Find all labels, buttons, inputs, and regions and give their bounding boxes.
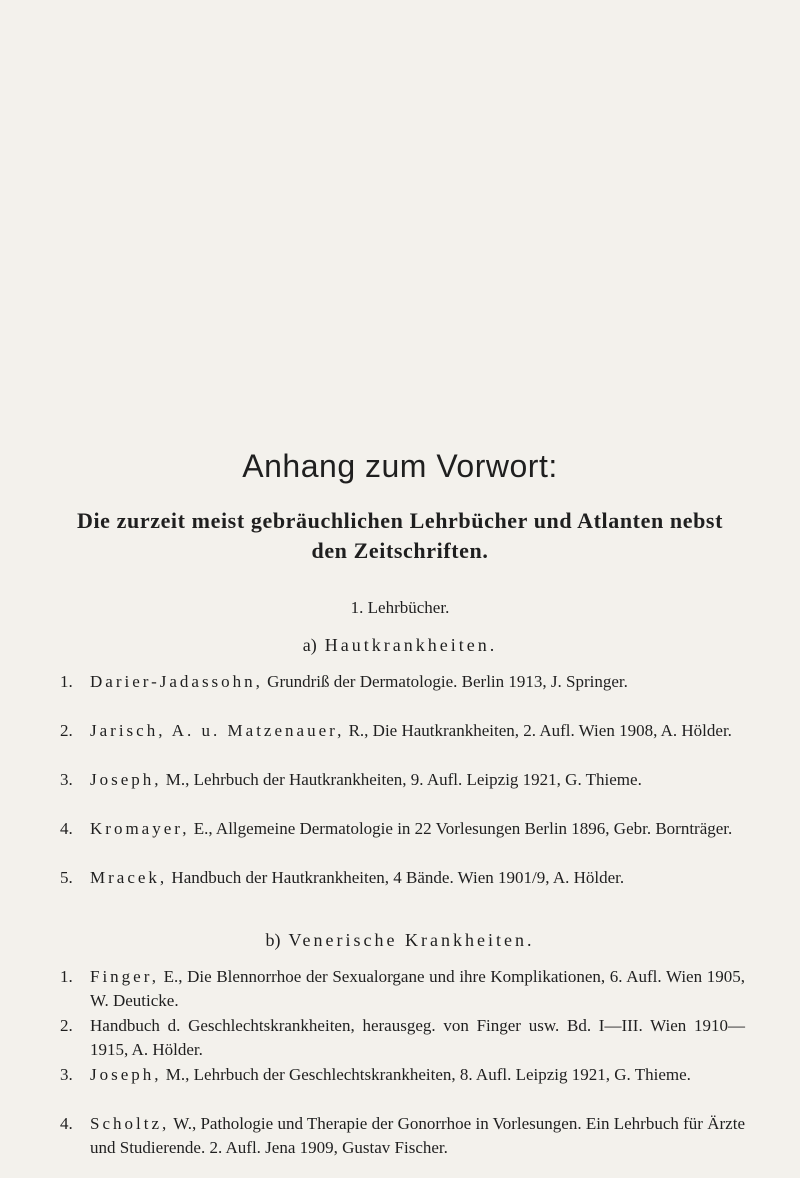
entry-number: 4. xyxy=(60,819,73,838)
list-item xyxy=(60,1063,745,1087)
entry-text: Handbuch der Hautkrankheiten, 4 Bände. Wien 1901/9, A. Hölder. xyxy=(171,868,625,887)
page-subtitle: Die zurzeit meist gebräuchlichen Lehrbücher und Atlanten nebst den Zeitschriften. xyxy=(76,508,724,563)
entry-author: Finger, xyxy=(90,967,159,986)
category-title: Venerische Krankheiten. xyxy=(288,930,535,950)
category-title: Hautkrankheiten. xyxy=(324,635,498,655)
entry-author: Jarisch, A. u. Matzenauer, xyxy=(90,721,345,740)
entry-author: Darier-Jadassohn, xyxy=(90,672,263,691)
category-heading-b xyxy=(0,930,800,951)
category-heading-a xyxy=(0,635,800,656)
entry-number: 2. xyxy=(60,721,73,740)
list-item xyxy=(60,1014,745,1062)
list-item xyxy=(60,1112,745,1160)
entry-text: M., Lehrbuch der Hautkrankheiten, 9. Aufl. Leipzig 1921, G. Thieme. xyxy=(165,770,642,789)
entry-number: 2. xyxy=(60,1016,73,1035)
entry-author: Joseph, xyxy=(90,770,162,789)
entry-text: R., Die Hautkrankheiten, 2. Aufl. Wien 1908, A. Hölder. xyxy=(348,721,732,740)
category-label: b) xyxy=(265,930,281,950)
entry-number: 1. xyxy=(60,967,73,986)
entry-number: 4. xyxy=(60,1114,73,1133)
entry-text: Handbuch d. Geschlechtskrankheiten, herausgeg. von Finger usw. Bd. I—III. Wien 1910—1915, A. Hölder. xyxy=(90,1016,745,1059)
category-label: a) xyxy=(302,635,317,655)
entry-text: M., Lehrbuch der Geschlechtskrankheiten, 8. Aufl. Leipzig 1921, G. Thieme. xyxy=(165,1065,691,1084)
list-item xyxy=(60,866,745,890)
entry-author: Scholtz, xyxy=(90,1114,170,1133)
entry-text: W., Pathologie und Therapie der Gonorrhoe in Vorlesungen. Ein Lehrbuch für Ärzte und Studierende. 2. Aufl. Jena 1909, Gustav Fischer. xyxy=(90,1114,745,1157)
entry-text: E., Allgemeine Dermatologie in 22 Vorlesungen Berlin 1896, Gebr. Bornträger. xyxy=(193,819,733,838)
entry-author: Joseph, xyxy=(90,1065,162,1084)
entry-text: E., Die Blennorrhoe der Sexualorgane und ihre Komplikationen, 6. Aufl. Wien 1905, W. Deuticke. xyxy=(90,967,746,1010)
entry-author: Mracek, xyxy=(90,868,168,887)
list-item xyxy=(60,965,745,1013)
entry-author: Kromayer, xyxy=(90,819,190,838)
list-item xyxy=(60,768,745,792)
entry-number: 3. xyxy=(60,1065,73,1084)
list-item xyxy=(60,817,745,841)
list-item xyxy=(60,719,745,743)
list-item xyxy=(60,670,745,694)
section-heading: 1. Lehrbücher. xyxy=(350,598,450,617)
entry-text: Grundriß der Dermatologie. Berlin 1913, J. Springer. xyxy=(267,672,628,691)
entry-number: 3. xyxy=(60,770,73,789)
page-title: Anhang zum Vorwort: xyxy=(242,448,558,484)
entry-number: 5. xyxy=(60,868,73,887)
entry-number: 1. xyxy=(60,672,73,691)
